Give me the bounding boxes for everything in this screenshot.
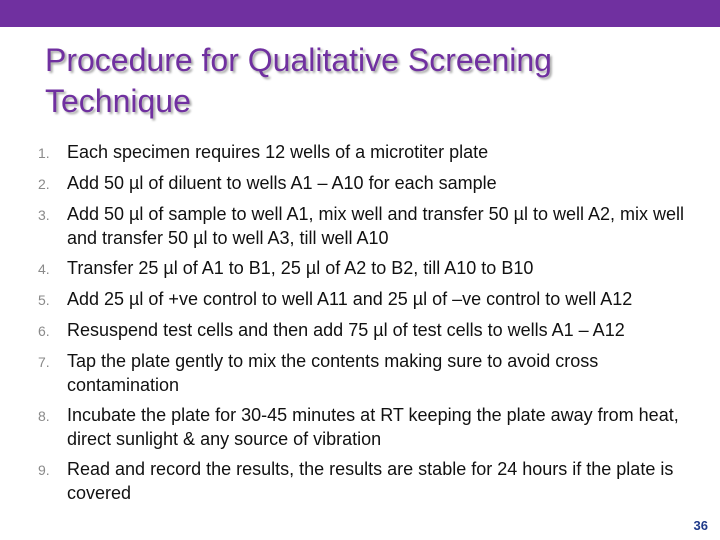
step-text: Incubate the plate for 30-45 minutes at RT keeping the plate away from heat, direct sunlight & any source of vibration: [67, 405, 679, 449]
step-item: [38, 403, 708, 451]
step-item: [38, 457, 708, 505]
header-bar: [0, 0, 720, 27]
procedure-steps-list: [38, 140, 708, 511]
step-number: 4.: [38, 261, 50, 277]
step-text: Tap the plate gently to mix the contents making sure to avoid cross contamination: [67, 351, 599, 395]
step-text: Resuspend test cells and then add 75 µl of test cells to wells A1 – A12: [67, 320, 625, 340]
step-item: [38, 140, 708, 165]
step-number: 5.: [38, 292, 50, 308]
step-number: 3.: [38, 207, 50, 223]
step-item: [38, 287, 708, 312]
step-text: Transfer 25 µl of A1 to B1, 25 µl of A2 to B2, till A10 to B10: [67, 258, 534, 278]
step-number: 1.: [38, 145, 50, 161]
page-number: 36: [693, 518, 708, 533]
slide-title: Procedure for Qualitative Screening Technique: [45, 42, 552, 119]
step-text: Add 50 µl of sample to well A1, mix well and transfer 50 µl to well A2, mix well and transfer 50 µl to well A3, till well A10: [67, 204, 685, 248]
step-number: 8.: [38, 408, 50, 424]
step-text: Add 50 µl of diluent to wells A1 – A10 for each sample: [67, 173, 497, 193]
step-number: 2.: [38, 176, 50, 192]
step-number: 6.: [38, 323, 50, 339]
step-number: 7.: [38, 354, 50, 370]
step-text: Add 25 µl of +ve control to well A11 and 25 µl of –ve control to well A12: [67, 289, 633, 309]
step-text: Each specimen requires 12 wells of a microtiter plate: [67, 142, 489, 162]
step-item: [38, 202, 708, 250]
step-item: [38, 318, 708, 343]
step-item: [38, 171, 708, 196]
step-number: 9.: [38, 462, 50, 478]
step-item: [38, 256, 708, 281]
step-item: [38, 349, 708, 397]
step-text: Read and record the results, the results are stable for 24 hours if the plate is covered: [67, 459, 674, 503]
